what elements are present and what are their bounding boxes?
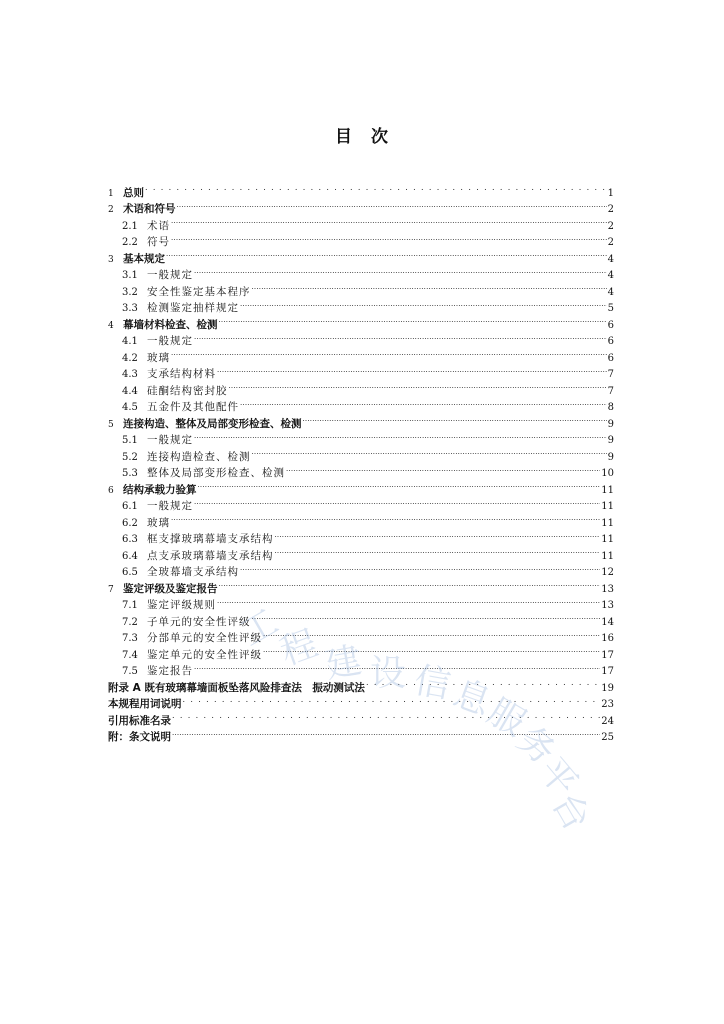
toc-entry-page-number: 10 (601, 468, 614, 479)
toc-entry-page-number: 11 (601, 517, 614, 529)
toc-entry-page-number: 2 (607, 220, 614, 232)
watermark-char: 程 (275, 622, 323, 674)
toc-entry-label: 连接构造、整体及局部变形检查、检测 (123, 417, 302, 430)
toc-entry-page-number: 9 (607, 435, 614, 446)
toc-entry-label: 一般规定 (147, 335, 193, 347)
toc-entry-label: 整体及局部变形检查、检测 (147, 467, 285, 479)
toc-entry-label: 鉴定评级及鉴定报告 (123, 582, 218, 595)
table-of-contents (108, 179, 614, 743)
dot-leader (194, 658, 600, 675)
toc-entry-number: 4.4 (122, 385, 138, 397)
dot-leader (275, 526, 601, 543)
dot-leader (171, 212, 607, 229)
toc-entry-page-number: 23 (601, 699, 614, 710)
toc-entry-number: 5.3 (122, 468, 138, 479)
toc-entry-page-number: 7 (607, 385, 614, 397)
dot-leader (217, 592, 600, 609)
toc-entry-page-number: 6 (607, 319, 614, 331)
toc-entry-number: 7.4 (122, 649, 138, 661)
toc-entry[interactable] (108, 377, 614, 397)
toc-entry[interactable] (108, 262, 614, 279)
toc-entry-number: 5 (108, 419, 114, 430)
dot-leader (145, 179, 607, 196)
watermark-char: 息 (448, 672, 496, 724)
toc-entry-label: 结构承载力验算 (123, 483, 197, 496)
dot-leader (172, 724, 600, 741)
toc-entry-label: 引用标准名录 (108, 714, 171, 727)
toc-entry-label: 一般规定 (147, 500, 193, 512)
toc-entry-label: 支承结构材料 (147, 368, 216, 380)
dot-leader (219, 311, 607, 328)
toc-entry-label: 一般规定 (147, 269, 193, 281)
toc-entry-page-number: 8 (607, 402, 614, 413)
toc-entry[interactable] (108, 212, 614, 232)
dot-leader (263, 625, 600, 642)
toc-entry-number: 6 (108, 485, 114, 496)
toc-entry-page-number: 11 (601, 501, 614, 512)
toc-entry[interactable] (108, 575, 614, 595)
toc-entry[interactable] (108, 625, 614, 642)
toc-entry-number: 5.2 (122, 451, 138, 463)
toc-entry[interactable] (108, 443, 614, 463)
toc-entry-label: 分部单元的安全性评级 (147, 632, 262, 644)
toc-entry-number: 2 (108, 205, 114, 215)
dot-leader (229, 377, 607, 394)
toc-entry-label: 幕墙材料检查、检测 (123, 318, 218, 331)
toc-entry-label: 全玻幕墙支承结构 (147, 566, 239, 578)
toc-entry-label: 附：条文说明 (108, 731, 171, 743)
dot-leader (366, 674, 600, 691)
toc-entry-page-number: 1 (607, 187, 614, 199)
toc-entry-number: 3.2 (122, 286, 138, 298)
toc-entry-page-number: 4 (607, 270, 614, 281)
toc-entry-page-number: 4 (607, 253, 614, 265)
toc-entry-page-number: 17 (601, 666, 614, 677)
toc-entry-page-number: 7 (607, 369, 614, 380)
toc-entry-page-number: 13 (601, 600, 614, 611)
toc-entry-number: 4 (108, 320, 114, 331)
toc-entry-page-number: 25 (601, 732, 614, 743)
dot-leader (171, 344, 607, 361)
toc-entry-label: 本规程用词说明 (108, 698, 182, 710)
toc-entry[interactable] (108, 410, 614, 430)
toc-entry[interactable] (108, 674, 614, 694)
toc-entry-page-number: 14 (601, 616, 614, 628)
toc-entry-label: 安全性鉴定基本程序 (147, 285, 251, 298)
toc-entry-page-number: 9 (607, 451, 614, 463)
dot-leader (286, 460, 600, 477)
toc-entry[interactable] (108, 542, 614, 562)
watermark-char: 服 (480, 691, 533, 745)
dot-leader (252, 608, 601, 625)
toc-entry-number: 4.2 (122, 352, 138, 364)
toc-entry-page-number: 2 (607, 237, 614, 248)
dot-leader (198, 476, 601, 493)
toc-entry-label: 基本规定 (123, 252, 165, 265)
toc-entry-label: 总则 (123, 186, 144, 199)
toc-entry-number: 6.2 (122, 517, 138, 529)
toc-entry[interactable] (108, 526, 614, 543)
watermark-char: 台 (543, 786, 598, 838)
dot-leader (183, 691, 601, 708)
toc-entry-page-number: 12 (601, 567, 614, 578)
toc-entry-page-number: 17 (601, 649, 614, 661)
watermark-char: 信 (411, 660, 454, 707)
watermark-char: 设 (370, 653, 407, 694)
toc-entry[interactable] (108, 311, 614, 331)
dot-leader (303, 410, 607, 427)
toc-entry-number: 7.5 (122, 666, 138, 677)
dot-leader (275, 542, 601, 559)
toc-entry-label: 五金件及其他配件 (147, 401, 239, 413)
toc-entry-label: 附录 A 既有玻璃幕墙面板坠落风险排查法 振动测试法 (108, 681, 365, 694)
toc-entry-number: 6.5 (122, 567, 138, 578)
toc-entry[interactable] (108, 394, 614, 411)
dot-leader (171, 509, 600, 526)
toc-entry-label: 符号 (147, 236, 170, 248)
toc-entry-label: 术语 (147, 219, 170, 232)
watermark-char: 务 (509, 718, 564, 774)
dot-leader (194, 262, 607, 279)
toc-entry[interactable] (108, 724, 614, 741)
toc-entry[interactable] (108, 427, 614, 444)
toc-entry-number: 7 (108, 584, 114, 595)
toc-entry-page-number: 11 (601, 550, 614, 562)
toc-entry-page-number: 13 (601, 583, 614, 595)
dot-leader (172, 707, 600, 724)
toc-entry-number: 7.1 (122, 600, 138, 611)
dot-leader (194, 427, 607, 444)
toc-entry[interactable] (108, 344, 614, 364)
toc-entry[interactable] (108, 641, 614, 661)
toc-entry-page-number: 11 (601, 484, 614, 496)
toc-entry-label: 鉴定报告 (147, 665, 193, 677)
toc-entry[interactable] (108, 707, 614, 727)
dot-leader (219, 575, 601, 592)
toc-entry-label: 术语和符号 (123, 203, 176, 215)
dot-leader (252, 278, 607, 295)
watermark-char: 平 (530, 750, 585, 805)
toc-entry-label: 玻璃 (147, 516, 170, 529)
dot-leader (240, 559, 600, 576)
toc-entry[interactable] (108, 658, 614, 675)
toc-entry-number: 6.1 (122, 501, 138, 512)
toc-entry-number: 3.3 (122, 303, 138, 314)
dot-leader (166, 245, 607, 262)
toc-entry-label: 检测鉴定抽样规定 (147, 302, 239, 314)
toc-entry[interactable] (108, 328, 614, 345)
toc-entry-number: 7.2 (122, 616, 138, 628)
toc-entry-page-number: 5 (607, 303, 614, 314)
toc-entry[interactable] (108, 493, 614, 510)
toc-entry-page-number: 24 (601, 715, 614, 727)
toc-entry-number: 4.5 (122, 402, 138, 413)
dot-leader (171, 229, 607, 246)
toc-entry-number: 5.1 (122, 435, 138, 446)
toc-entry-page-number: 4 (607, 286, 614, 298)
toc-entry-page-number: 19 (601, 682, 614, 694)
toc-entry-number: 6.4 (122, 550, 138, 562)
dot-leader (240, 295, 607, 312)
toc-entry-number: 7.3 (122, 633, 138, 644)
toc-entry-label: 鉴定评级规则 (147, 599, 216, 611)
page-title: 目 次 (335, 127, 389, 147)
toc-entry-number: 1 (108, 188, 114, 199)
toc-entry-number: 3.1 (122, 270, 138, 281)
toc-entry-label: 连接构造检查、检测 (147, 450, 251, 463)
dot-leader (252, 443, 607, 460)
watermark-char: 工 (233, 601, 286, 655)
toc-entry-label: 玻璃 (147, 351, 170, 364)
toc-entry-label: 子单元的安全性评级 (147, 615, 251, 628)
toc-entry[interactable] (108, 509, 614, 529)
toc-entry[interactable] (108, 476, 614, 496)
dot-leader (263, 641, 600, 658)
toc-entry-label: 点支承玻璃幕墙支承结构 (147, 549, 274, 562)
toc-entry[interactable] (108, 229, 614, 246)
watermark-char: 建 (322, 640, 365, 687)
toc-entry[interactable] (108, 691, 614, 708)
toc-entry-number: 2.2 (122, 237, 138, 248)
toc-entry-page-number: 16 (601, 633, 614, 644)
toc-entry-label: 鉴定单元的安全性评级 (147, 648, 262, 661)
toc-entry[interactable] (108, 245, 614, 265)
toc-entry[interactable] (108, 460, 614, 477)
toc-entry[interactable] (108, 361, 614, 378)
toc-entry[interactable] (108, 278, 614, 298)
toc-entry-label: 硅酮结构密封胶 (147, 384, 228, 397)
toc-entry-page-number: 11 (601, 534, 614, 545)
toc-entry[interactable] (108, 295, 614, 312)
toc-entry-number: 4.1 (122, 336, 138, 347)
toc-entry-number: 2.1 (122, 220, 138, 232)
dot-leader (194, 493, 600, 510)
toc-entry[interactable] (108, 592, 614, 609)
toc-entry-number: 6.3 (122, 534, 138, 545)
toc-entry-page-number: 9 (607, 418, 614, 430)
dot-leader (217, 361, 607, 378)
dot-leader (177, 196, 607, 213)
toc-entry[interactable] (108, 608, 614, 628)
toc-entry-label: 一般规定 (147, 434, 193, 446)
toc-entry[interactable] (108, 559, 614, 576)
dot-leader (194, 328, 607, 345)
toc-entry-page-number: 6 (607, 336, 614, 347)
dot-leader (240, 394, 607, 411)
toc-entry-label: 框支撑玻璃幕墙支承结构 (147, 533, 274, 545)
toc-entry-number: 4.3 (122, 369, 138, 380)
toc-entry-page-number: 6 (607, 352, 614, 364)
toc-entry-number: 3 (108, 254, 114, 265)
toc-entry[interactable] (108, 196, 614, 213)
toc-entry[interactable] (108, 179, 614, 199)
toc-entry-page-number: 2 (607, 204, 614, 215)
